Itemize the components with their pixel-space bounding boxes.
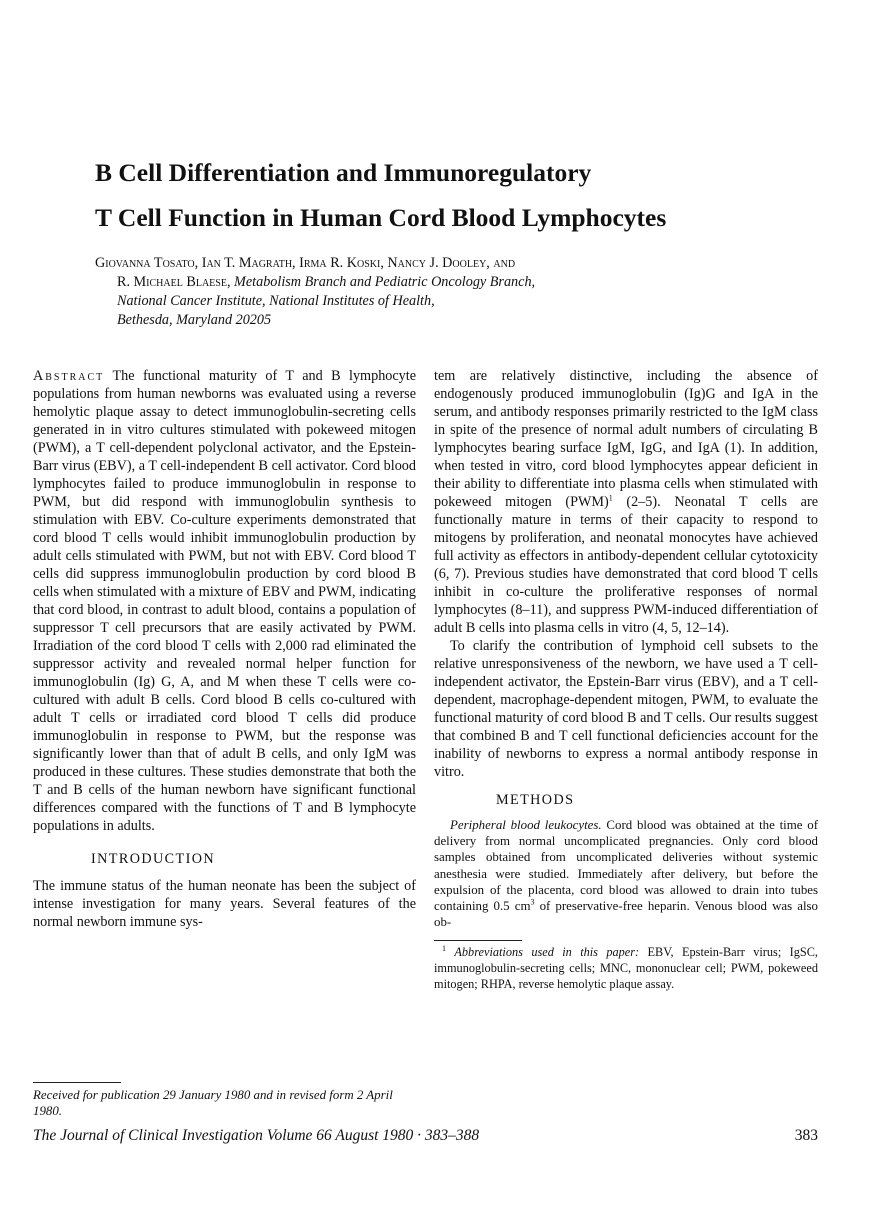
- methods-heading: METHODS: [496, 792, 575, 808]
- intro-text-part-2: (2–5). Neonatal T cells are functionally mature in terms of their capacity to respond to mitogens by proliferation, and neonatal monocytes have achieved full activity as effectors in antibody-dependent cellular cytotoxicity (6, 7). Previous studies have demonstrated that cord blood T cells inhibit in co-culture the proliferative responses of normal lymphocytes (8–11), and suppress PWM-induced differentiation of adult B cells into plasma cells in vitro (4, 5, 12–14).: [434, 494, 818, 636]
- affiliation-institute: National Cancer Institute, National Institutes of Health,: [117, 293, 435, 309]
- article-title: [95, 150, 835, 240]
- right-column: [434, 367, 818, 992]
- journal-citation: The Journal of Clinical Investigation Volume 66 August 1980 · 383–388: [33, 1127, 480, 1144]
- methods-superscript: 3: [530, 897, 535, 907]
- author-affiliation-line-1: [95, 273, 755, 292]
- methods-paragraph: [434, 817, 818, 930]
- author-names: Giovanna Tosato, Ian T. Magrath, Irma R. Koski, Nancy J. Dooley, and: [95, 255, 516, 271]
- abbreviations-label: Abbreviations used in this paper:: [454, 945, 640, 960]
- footnote-rule-left: [33, 1082, 121, 1083]
- title-line-1: B Cell Differentiation and Immunoregulatory: [95, 158, 592, 187]
- abstract-text: The functional maturity of T and B lymphocyte populations from human newborns was evaluated using a reverse hemolytic plaque assay to detect immunoglobulin-secreting cells generated in in vitro cultures stimulated with pokeweed mitogen (PWM), a T cell-dependent polyclonal activator, and the Epstein-Barr virus (EBV), a T cell-independent B cell activator. Cord blood lymphocytes failed to produce immunoglobulin in response to PWM, but did respond with immunoglobulin synthesis to stimulation with EBV. Co-culture experiments demonstrated that cord blood T cells would inhibit immunoglobulin production by adult cells stimulated with PWM, but not with EBV. Cord blood T cells did suppress immunoglobulin production by cord blood B cells when stimulated with a mixture of EBV and PWM, indicating that cord blood, in contrast to adult blood, contains a population of suppressor T cell precursors that are easily activated by PWM. Irradiation of the cord blood T cells with 2,000 rad eliminated the suppressor activity and revealed normal helper function for immunoglobulin (Ig) G, A, and M when these T cells were co-cultured with adult B cells. Cord blood B cells co-cultured with adult T cells or irradiated cord blood T cells did produce immunoglobulin in response to PWM, but the response was significantly lower than that of adult B cells, and only IgM was produced in these cultures. These studies demonstrate that both the T and B cells of the human newborn have significant functional differences compared with the functions of T and B lymphocyte populations in adults.: [33, 368, 417, 834]
- introduction-heading: INTRODUCTION: [91, 851, 215, 867]
- introduction-paragraph-2: To clarify the contribution of lymphoid cell subsets to the relative unresponsiveness of the newborn, we have used a T cell-independent activator, the Epstein-Barr virus (EBV), and a T cell-dependent, macrophage-dependent mitogen, PWM, to evaluate the functional maturity of cord blood B and T cells. Our results suggest that combined B and T cell functional deficiencies account for the inability of newborns to express a normal antibody response in vitro.: [434, 638, 818, 780]
- affiliation-branch: Metabolism Branch and Pediatric Oncology Branch,: [230, 274, 536, 290]
- abbreviations-footnote: [434, 945, 818, 992]
- abstract-label: Abstract: [33, 368, 105, 384]
- received-footnote: Received for publication 29 January 1980 and in revised form 2 April 1980.: [33, 1088, 393, 1118]
- abbreviations-marker: 1: [442, 944, 446, 954]
- abstract-paragraph: [33, 367, 416, 835]
- footnote-marker: 1: [608, 493, 613, 503]
- methods-text-part-2: of preservative-free heparin. Venous blood was also ob-: [434, 899, 818, 930]
- affiliation-location: Bethesda, Maryland 20205: [117, 312, 272, 328]
- introduction-paragraph-continued: [434, 367, 818, 637]
- title-line-2: T Cell Function in Human Cord Blood Lymphocytes: [95, 203, 667, 232]
- author-name-last: R. Michael Blaese,: [117, 274, 231, 290]
- author-block: [95, 254, 755, 330]
- footnote-rule-right: [434, 940, 522, 941]
- methods-subheading: Peripheral blood leukocytes.: [450, 818, 602, 832]
- received-footnote-block: [33, 1072, 416, 1119]
- methods-text-part-1: Cord blood was obtained at the time of delivery from normal uncomplicated pregnancies. Only cord blood samples obtained from uncomplicated deliveries without systemic anesthesia were studied. Immediately after delivery, but before the expulsion of the placenta, cord blood was allowed to drain into tubes containing 0.5 cm: [434, 818, 819, 914]
- abbreviations-text: EBV, Epstein-Barr virus; IgSC, immunoglobulin-secreting cells; MNC, mononuclear cell; PWM, pokeweed mitogen; RHPA, reverse hemolytic plaque assay.: [434, 945, 818, 991]
- left-column: [33, 367, 416, 931]
- page-number: 383: [794, 1127, 818, 1144]
- introduction-paragraph-start: The immune status of the human neonate has been the subject of intense investigation for many years. Several features of the normal newborn immune sys-: [33, 878, 416, 930]
- intro-text-part-1: tem are relatively distinctive, including the absence of endogenously produced immunoglobulin (Ig)G and IgA in the serum, and antibody responses primarily restricted to the IgM class in spite of the presence of normal adult numbers of circulating B lymphocytes bearing surface IgM, IgG, and IgA (1). In addition, when tested in vitro, cord blood lymphocytes appear deficient in their ability to differentiate into plasma cells when stimulated with pokeweed mitogen (PWM): [434, 368, 818, 510]
- page-footer: [33, 1127, 818, 1145]
